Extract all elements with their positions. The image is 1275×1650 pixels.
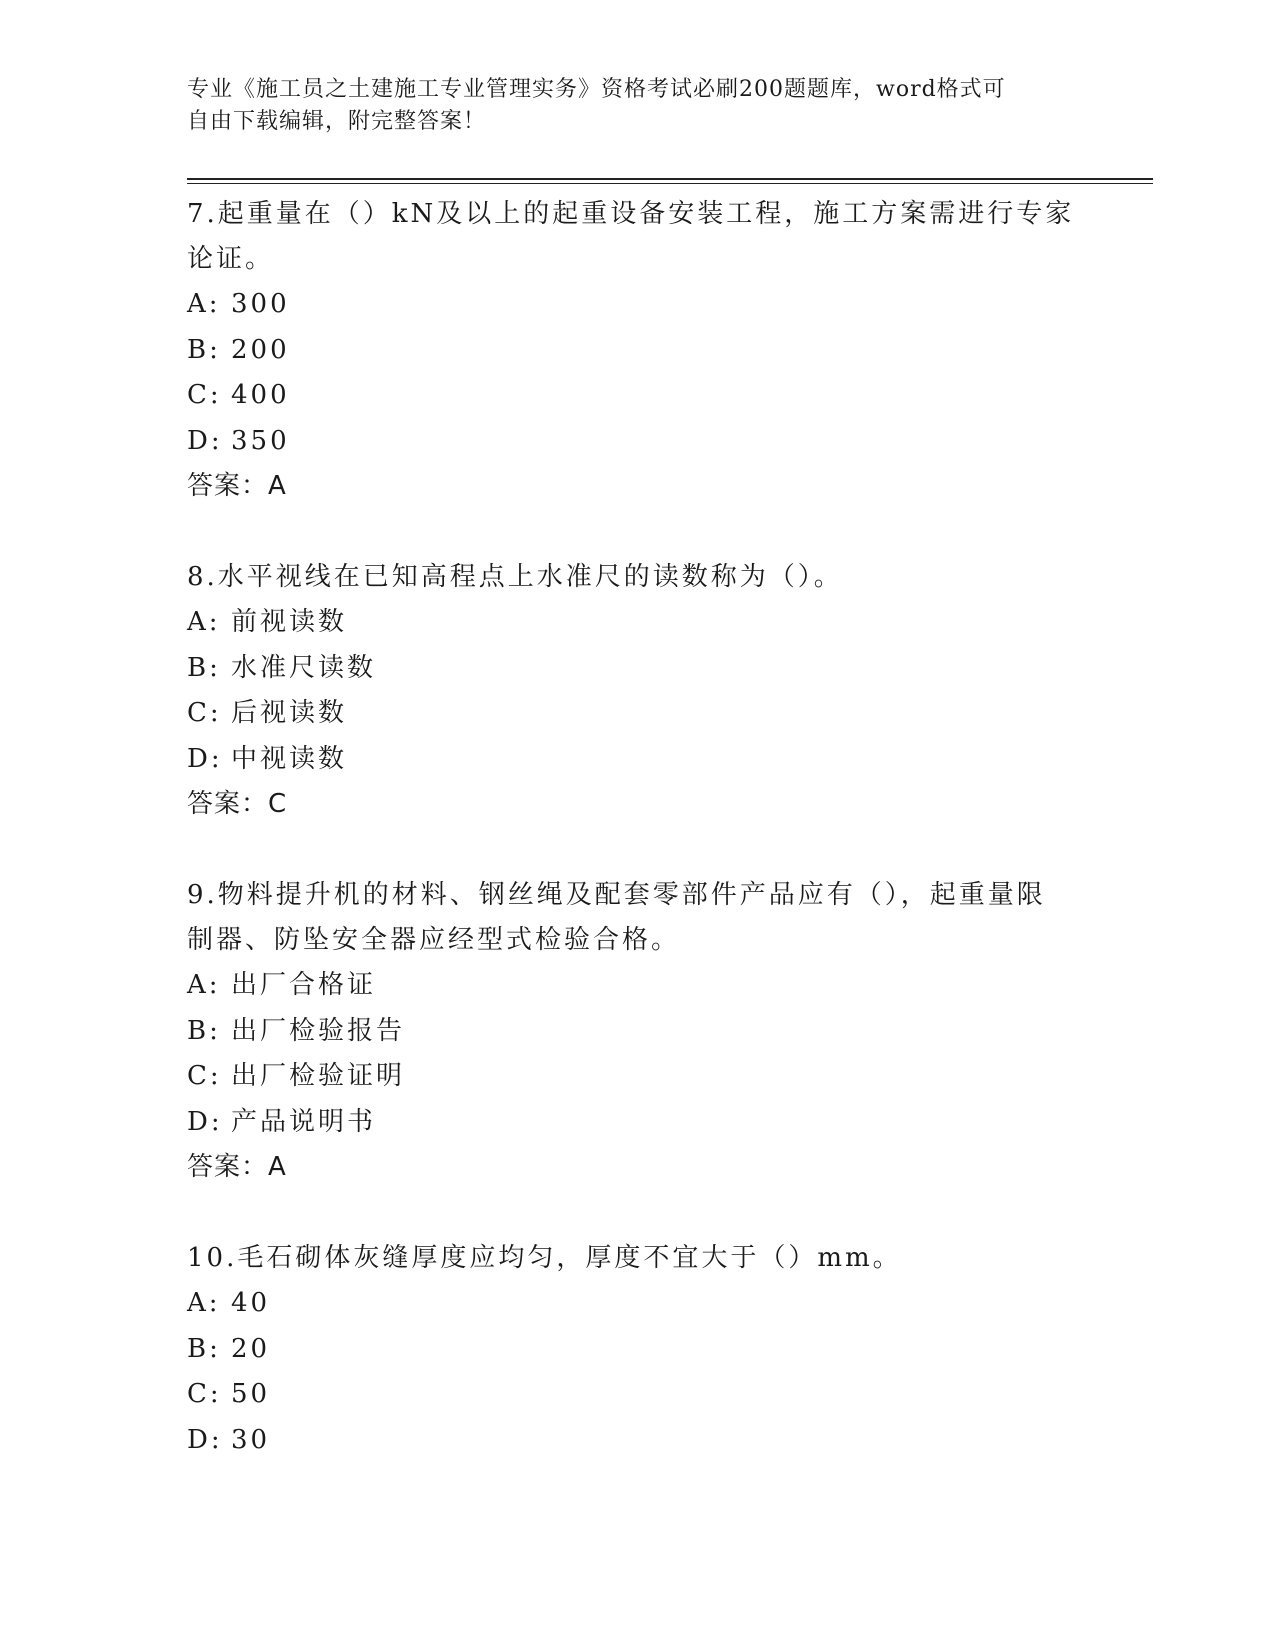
option-letter: D:	[187, 1424, 223, 1455]
question-stem-line-1: 8.水平视线在已知高程点上水准尺的读数称为（）。	[187, 562, 843, 592]
option-letter: C:	[187, 698, 222, 728]
option-c	[187, 1054, 1087, 1100]
option-letter: B:	[187, 652, 221, 683]
option-b	[187, 646, 1087, 692]
answer-line: 答案：C	[187, 789, 288, 819]
header-line-2: 自由下载编辑，附完整答案！	[187, 109, 487, 134]
option-d	[187, 1100, 1087, 1146]
option-text: 40	[231, 1288, 271, 1318]
option-c	[187, 691, 1087, 737]
option-text: 20	[231, 1333, 271, 1364]
option-letter: A:	[187, 289, 221, 319]
header-divider-thin	[187, 183, 1153, 184]
option-b	[187, 1009, 1087, 1055]
option-letter: A:	[187, 1288, 221, 1318]
option-d	[187, 1418, 1087, 1464]
option-text: 200	[231, 334, 290, 365]
option-text: 400	[231, 380, 290, 410]
option-a	[187, 282, 1087, 328]
header-divider-thick	[187, 178, 1153, 180]
option-letter: A:	[187, 607, 221, 637]
option-c	[187, 1372, 1087, 1418]
option-text: 出厂检验报告	[231, 1015, 406, 1046]
header-line-1: 专业《施工员之土建施工专业管理实务》资格考试必刷200题题库，word格式可	[187, 77, 1006, 102]
option-text: 50	[231, 1379, 271, 1409]
option-letter: B:	[187, 1015, 221, 1046]
option-a	[187, 600, 1087, 646]
option-text: 350	[231, 425, 290, 456]
option-b	[187, 1327, 1087, 1373]
question-10	[187, 1236, 1087, 1463]
option-text: 后视读数	[231, 698, 348, 728]
option-text: 水准尺读数	[231, 652, 377, 683]
answer-line: 答案：A	[187, 471, 287, 501]
option-c	[187, 373, 1087, 419]
question-8	[187, 555, 1087, 827]
option-letter: C:	[187, 380, 222, 410]
question-stem-line-2: 论证。	[187, 244, 275, 274]
question-stem-line-1: 9.物料提升机的材料、钢丝绳及配套零部件产品应有（），起重量限	[187, 880, 1046, 910]
option-letter: C:	[187, 1061, 222, 1091]
option-text: 产品说明书	[231, 1106, 377, 1137]
question-stem-line-1: 10.毛石砌体灰缝厚度应均匀，厚度不宜大于（）mm。	[187, 1243, 902, 1273]
option-letter: C:	[187, 1379, 222, 1409]
question-stem-line-2: 制器、防坠安全器应经型式检验合格。	[187, 925, 681, 955]
document-header	[187, 74, 1067, 138]
option-b	[187, 328, 1087, 374]
option-text: 出厂检验证明	[231, 1061, 406, 1091]
question-9	[187, 873, 1087, 1190]
option-text: 30	[231, 1424, 271, 1455]
option-text: 中视读数	[231, 743, 348, 774]
option-letter: D:	[187, 743, 223, 774]
option-letter: A:	[187, 970, 221, 1000]
option-text: 出厂合格证	[231, 970, 377, 1000]
question-stem-line-1: 7.起重量在（）kN及以上的起重设备安装工程，施工方案需进行专家	[187, 199, 1075, 229]
option-text: 300	[231, 289, 290, 319]
answer-line: 答案：A	[187, 1152, 287, 1182]
option-letter: B:	[187, 1333, 221, 1364]
option-a	[187, 1281, 1087, 1327]
option-letter: B:	[187, 334, 221, 365]
option-d	[187, 419, 1087, 465]
question-list	[187, 192, 1087, 1509]
option-a	[187, 963, 1087, 1009]
question-7	[187, 192, 1087, 509]
option-text: 前视读数	[231, 607, 348, 637]
option-letter: D:	[187, 425, 223, 456]
option-d	[187, 737, 1087, 783]
option-letter: D:	[187, 1106, 223, 1137]
